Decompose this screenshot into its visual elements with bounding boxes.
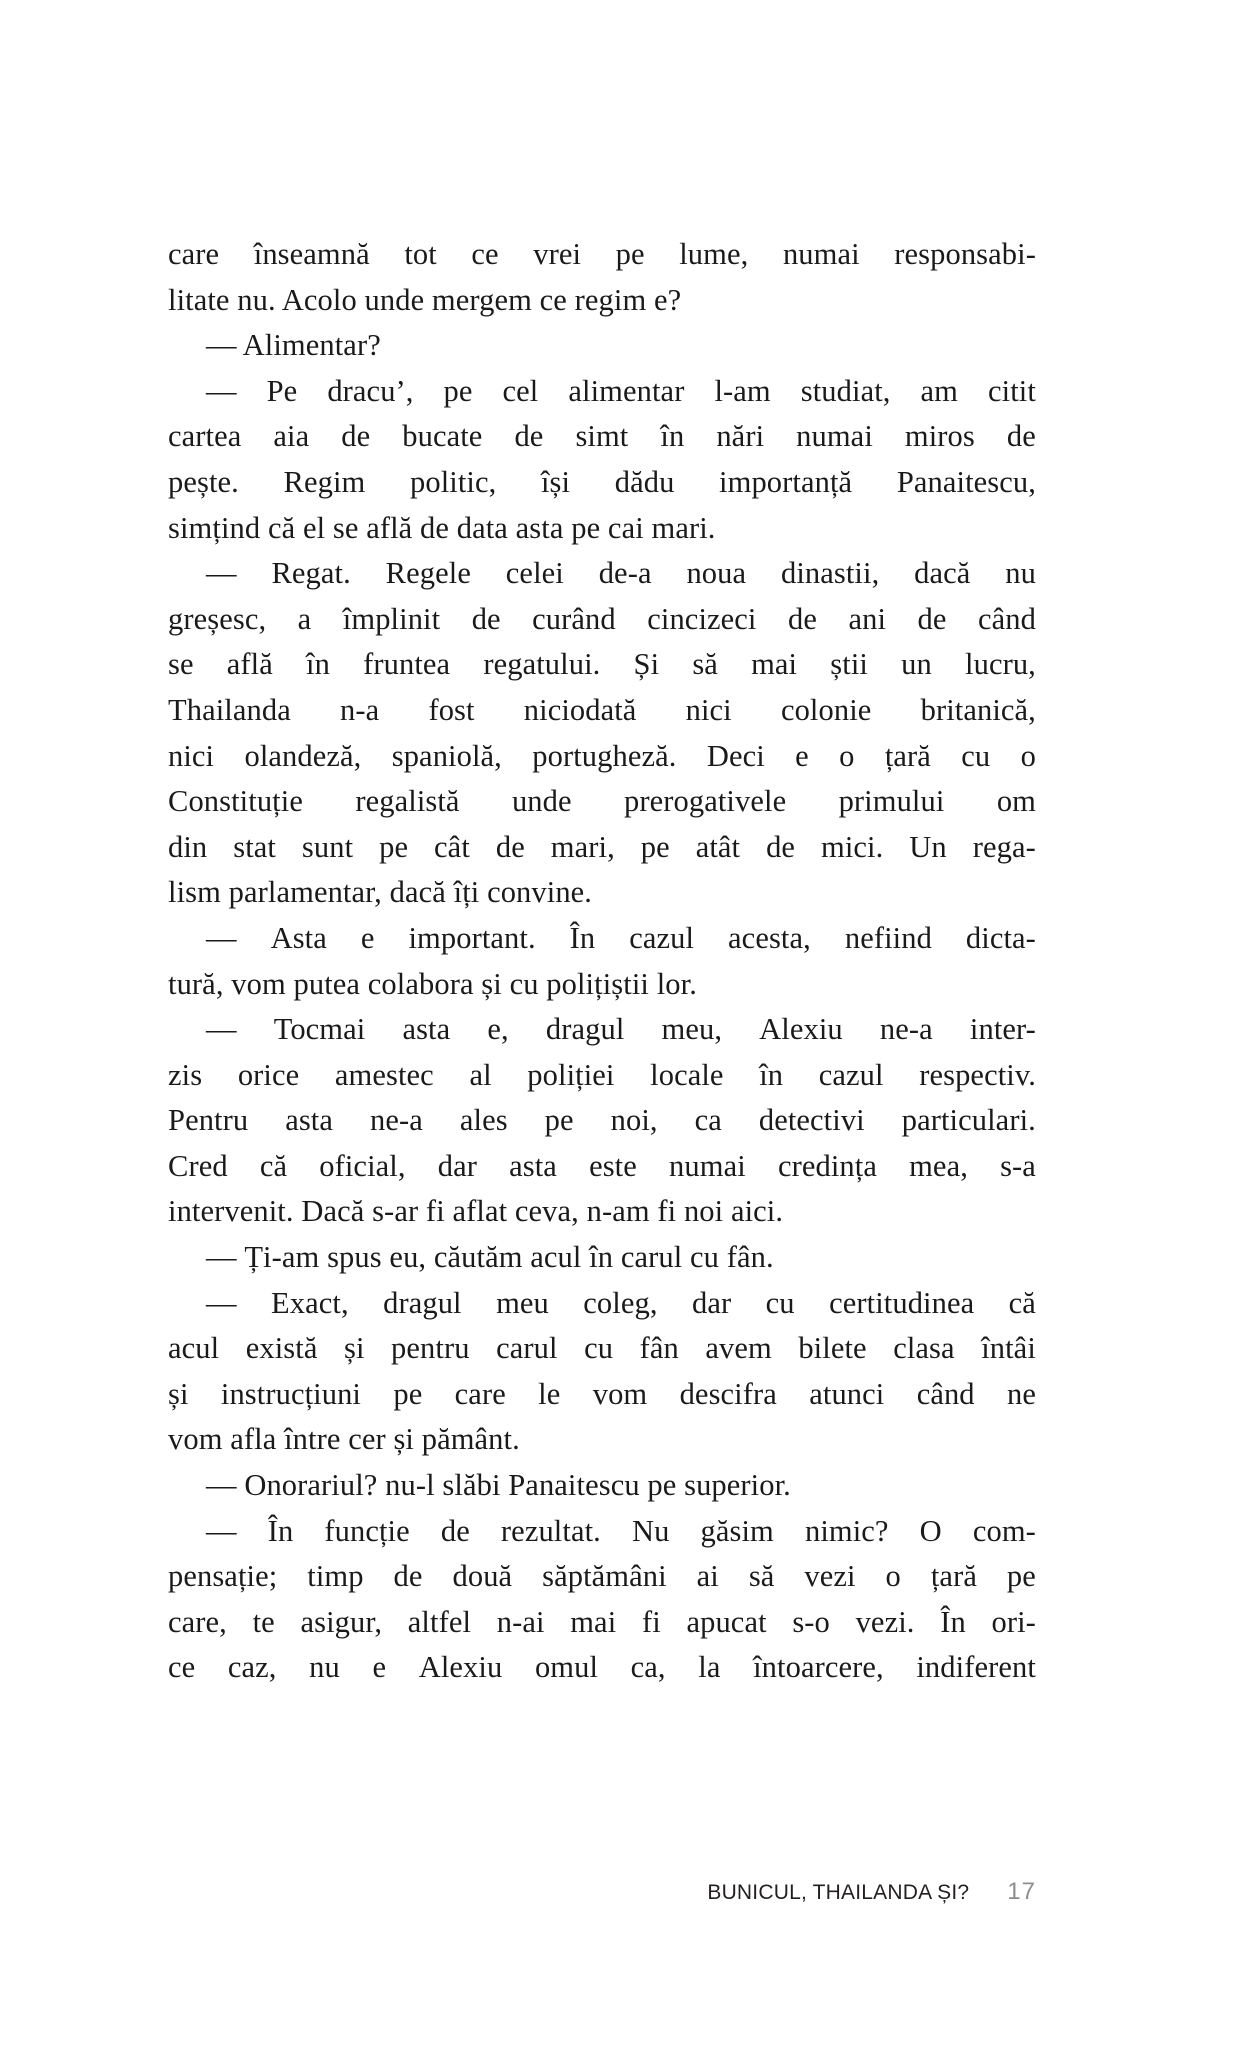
body-word: Și: [633, 647, 660, 682]
body-line: [168, 1509, 1036, 1555]
body-word: vrei: [533, 237, 582, 271]
body-word: com-: [972, 1513, 1036, 1548]
body-word: pe: [615, 237, 645, 271]
body-line: [168, 779, 1036, 825]
body-word: nefiind: [844, 920, 932, 955]
body-word: pe: [544, 1103, 574, 1138]
body-word: În: [569, 920, 596, 955]
body-line: [168, 825, 1036, 871]
body-text-block: [168, 232, 1036, 1691]
body-word: pe: [640, 829, 670, 864]
body-word: cu: [961, 738, 991, 773]
body-line: [168, 1007, 1036, 1053]
body-word: în: [759, 1057, 784, 1092]
body-word: nări: [716, 419, 765, 454]
body-word: noi,: [610, 1103, 658, 1138]
body-word: găsim: [700, 1513, 774, 1548]
body-word: caz,: [227, 1650, 277, 1685]
body-word: respectiv.: [919, 1057, 1036, 1092]
body-word: întoarcere,: [753, 1650, 884, 1685]
body-word: —: [206, 556, 237, 591]
body-word: Regele: [385, 556, 471, 591]
body-word: se: [168, 647, 194, 682]
body-word: funcție: [324, 1513, 410, 1548]
body-line: — Onorariul? nu-l slăbi Panaitescu pe superior.: [206, 1468, 791, 1503]
body-word: te: [252, 1604, 275, 1639]
body-word: care: [454, 1376, 506, 1411]
body-word: cazul: [818, 1057, 884, 1092]
body-word: Panaitescu,: [896, 464, 1036, 499]
body-word: —: [206, 1513, 237, 1548]
body-word: fi: [641, 1604, 661, 1639]
body-word: britanică,: [920, 692, 1036, 727]
body-word: Un: [909, 829, 947, 864]
body-word: ca: [694, 1103, 722, 1138]
body-word: important.: [408, 920, 536, 955]
body-line: [168, 369, 1036, 415]
body-line: [168, 1554, 1036, 1600]
body-word: aia: [273, 419, 310, 454]
body-word: de: [393, 1559, 423, 1594]
body-word: e,: [487, 1012, 509, 1047]
body-word: —: [206, 1285, 237, 1320]
body-word: oficial,: [319, 1148, 406, 1183]
body-word: numai: [796, 419, 873, 454]
body-word: credința: [777, 1148, 877, 1183]
body-word: dar: [692, 1285, 732, 1320]
body-line: litate nu. Acolo unde mergem ce regim e?: [168, 282, 682, 317]
body-word: simt: [575, 419, 629, 454]
body-word: Exact,: [271, 1285, 349, 1320]
body-word: pește.: [168, 464, 239, 499]
body-word: fruntea: [363, 647, 451, 682]
body-word: dragul: [383, 1285, 462, 1320]
body-word: e: [360, 920, 375, 955]
body-word: meu: [496, 1285, 549, 1320]
body-word: să: [748, 1559, 775, 1594]
body-word: împlinit: [342, 601, 441, 636]
body-line: [168, 597, 1036, 643]
body-word: când: [978, 601, 1036, 636]
body-word: cazul: [629, 920, 695, 955]
body-word: coleg,: [583, 1285, 658, 1320]
body-word: Regim: [283, 464, 366, 499]
body-word: niciodată: [523, 692, 637, 727]
body-word: în: [306, 647, 330, 682]
body-word: inter-: [969, 1012, 1036, 1047]
body-word: dragul: [545, 1012, 625, 1047]
body-word: a: [297, 601, 312, 636]
body-word: atunci: [809, 1376, 885, 1411]
body-line: [168, 1281, 1036, 1327]
body-word: Pentru: [168, 1103, 249, 1138]
body-word: O: [919, 1513, 942, 1548]
body-word: cu: [584, 1331, 614, 1366]
body-line: [168, 551, 1036, 597]
body-word: mai: [751, 647, 798, 682]
body-word: Alexiu: [759, 1012, 843, 1047]
body-word: de: [471, 601, 501, 636]
body-word: vom: [592, 1376, 648, 1411]
body-word: meu,: [661, 1012, 723, 1047]
body-word: Tocmai: [273, 1012, 366, 1047]
body-line: lism parlamentar, dacă îți convine.: [168, 875, 593, 910]
body-word: un: [901, 647, 932, 682]
body-word: al: [469, 1057, 492, 1092]
body-line: [168, 1053, 1036, 1099]
body-word: regalistă: [355, 784, 460, 819]
body-word: zis: [168, 1057, 203, 1092]
body-word: asigur,: [300, 1604, 383, 1639]
body-word: n-a: [340, 692, 380, 727]
body-word: dar: [437, 1148, 477, 1183]
body-word: am: [920, 373, 958, 408]
body-word: ca,: [630, 1650, 666, 1685]
body-word: ani: [848, 601, 887, 636]
body-word: asta: [402, 1012, 451, 1047]
body-word: că: [259, 1148, 288, 1183]
body-word: pensație;: [168, 1559, 278, 1594]
body-word: află: [226, 647, 273, 682]
body-word: o: [839, 738, 855, 773]
body-word: colonie: [780, 692, 872, 727]
body-word: —: [206, 920, 237, 955]
body-word: spaniolă,: [391, 738, 502, 773]
body-word: pe: [443, 373, 473, 408]
body-word: citit: [988, 373, 1036, 408]
body-word: înseamnă: [253, 237, 370, 271]
body-word: când: [916, 1376, 975, 1411]
body-word: Alexiu: [418, 1650, 503, 1685]
body-word: rega-: [972, 829, 1036, 864]
body-word: săptămâni: [542, 1559, 667, 1594]
body-line: — Ți-am spus eu, căutăm acul în carul cu fân.: [206, 1240, 774, 1275]
body-word: își: [540, 464, 571, 499]
body-word: bilete: [798, 1331, 867, 1366]
body-word: particulari.: [901, 1103, 1036, 1138]
body-word: stat: [233, 829, 276, 864]
body-word: ai: [696, 1559, 719, 1594]
body-word: unde: [511, 784, 572, 819]
body-word: și: [343, 1331, 365, 1366]
body-word: nici: [685, 692, 732, 727]
body-line: intervenit. Dacă s-ar fi aflat ceva, n-am fi noi aici.: [168, 1194, 784, 1229]
body-word: descifra: [679, 1376, 777, 1411]
body-line: [168, 1372, 1036, 1418]
body-word: alimentar: [568, 373, 685, 408]
body-word: om: [996, 784, 1036, 819]
body-word: de: [788, 601, 817, 636]
body-word: pentru: [391, 1331, 470, 1366]
body-word: curând: [532, 601, 616, 636]
body-word: dracu’,: [327, 373, 414, 408]
body-word: Thailanda: [168, 692, 291, 727]
body-word: cel: [502, 373, 539, 408]
body-word: că: [1008, 1285, 1036, 1320]
body-word: să: [692, 647, 718, 682]
body-line: [168, 1144, 1036, 1190]
body-word: țară: [930, 1559, 977, 1594]
body-word: noua: [686, 556, 747, 591]
body-word: fost: [428, 692, 475, 727]
body-word: greșesc,: [168, 601, 267, 636]
body-word: numai: [782, 237, 860, 271]
body-word: nu: [1005, 556, 1036, 591]
body-word: le: [538, 1376, 561, 1411]
body-word: detectivi: [758, 1103, 865, 1138]
body-line: [168, 688, 1036, 734]
body-word: de: [440, 1513, 470, 1548]
body-word: vezi: [804, 1559, 856, 1594]
body-word: asta: [285, 1103, 334, 1138]
body-word: cât: [434, 829, 470, 864]
body-line: — Alimentar?: [206, 328, 381, 363]
body-word: de: [1006, 419, 1036, 454]
body-word: mari,: [550, 829, 615, 864]
body-word: lucru,: [965, 647, 1036, 682]
body-word: instrucțiuni: [220, 1376, 362, 1411]
body-word: —: [206, 1012, 237, 1047]
body-word: din: [168, 829, 208, 864]
body-word: cu: [765, 1285, 795, 1320]
body-word: tot: [404, 237, 437, 271]
body-word: pe: [1006, 1559, 1036, 1594]
body-word: la: [698, 1650, 721, 1685]
body-word: Asta: [270, 920, 327, 955]
body-word: primului: [838, 784, 945, 819]
body-word: altfel: [407, 1604, 472, 1639]
body-word: în: [660, 419, 685, 454]
body-word: întâi: [981, 1331, 1036, 1366]
body-word: Nu: [631, 1513, 670, 1548]
body-word: atât: [695, 829, 741, 864]
page-footer: [168, 1878, 1036, 1906]
running-head: BUNICUL, THAILANDA ȘI?: [707, 1881, 970, 1904]
body-line: tură, vom putea colabora și cu polițiștii lor.: [168, 966, 697, 1001]
body-word: carul: [496, 1331, 558, 1366]
body-word: există: [245, 1331, 318, 1366]
body-line: [168, 232, 1036, 278]
body-word: asta: [509, 1148, 557, 1183]
body-word: pe: [393, 1376, 423, 1411]
body-word: e: [795, 738, 809, 773]
body-word: ori-: [991, 1604, 1036, 1639]
body-word: locale: [650, 1057, 724, 1092]
body-word: două: [452, 1559, 513, 1594]
body-line: [168, 1326, 1036, 1372]
body-word: clasa: [893, 1331, 955, 1366]
body-word: ales: [459, 1103, 508, 1138]
body-line: [168, 414, 1036, 460]
body-word: de: [766, 829, 796, 864]
body-word: olandeză,: [244, 738, 362, 773]
body-word: sunt: [301, 829, 354, 864]
body-word: dădu: [614, 464, 675, 499]
body-line: [168, 460, 1036, 506]
body-word: țară: [884, 738, 931, 773]
page-number: 17: [1007, 1878, 1036, 1905]
body-word: certitudinea: [829, 1285, 975, 1320]
body-word: nu: [309, 1650, 340, 1685]
body-word: Constituție: [168, 784, 303, 819]
body-word: omul: [534, 1650, 599, 1685]
body-word: pe: [379, 829, 409, 864]
body-word: cartea: [168, 419, 242, 454]
body-word: responsabi-: [894, 237, 1036, 271]
body-word: lume,: [679, 237, 749, 271]
body-word: fân: [639, 1331, 679, 1366]
body-word: dicta-: [965, 920, 1036, 955]
body-word: celei: [505, 556, 564, 591]
body-line: [168, 1645, 1036, 1691]
body-word: s-a: [1000, 1148, 1036, 1183]
body-word: Deci: [706, 738, 765, 773]
body-word: cincizeci: [647, 601, 757, 636]
body-word: politic,: [410, 464, 497, 499]
body-word: ne-a: [879, 1012, 933, 1047]
body-word: vezi.: [855, 1604, 915, 1639]
body-word: Regat.: [271, 556, 351, 591]
body-word: numai: [669, 1148, 746, 1183]
body-word: n-ai: [496, 1604, 545, 1639]
body-word: În: [267, 1513, 294, 1548]
body-word: regatului.: [483, 647, 601, 682]
body-word: este: [589, 1148, 637, 1183]
body-word: dinastii,: [780, 556, 880, 591]
body-word: mici.: [821, 829, 884, 864]
body-word: —: [206, 373, 237, 408]
body-word: ce: [471, 237, 499, 271]
body-word: care: [168, 237, 220, 271]
body-word: dacă: [914, 556, 971, 591]
body-line: [168, 642, 1036, 688]
body-word: acesta,: [728, 920, 811, 955]
body-word: portugheză.: [532, 738, 677, 773]
body-word: orice: [237, 1057, 300, 1092]
body-word: nici: [168, 738, 215, 773]
body-line: [168, 916, 1036, 962]
body-word: de: [514, 419, 544, 454]
body-line: [168, 1600, 1036, 1646]
body-word: ne: [1007, 1376, 1036, 1411]
body-line: simțind că el se află de data asta pe cai mari.: [168, 510, 716, 545]
body-word: și: [168, 1376, 189, 1411]
body-line: [168, 1098, 1036, 1144]
body-word: Pe: [266, 373, 298, 408]
body-word: acul: [168, 1331, 220, 1366]
body-word: Cred: [168, 1148, 228, 1183]
body-line: [168, 734, 1036, 780]
body-word: timp: [307, 1559, 364, 1594]
body-word: de-a: [598, 556, 652, 591]
body-word: o: [1020, 738, 1036, 773]
body-word: ne-a: [370, 1103, 423, 1138]
body-word: studiat,: [800, 373, 891, 408]
body-word: de: [917, 601, 947, 636]
body-word: nimic?: [804, 1513, 889, 1548]
body-line: vom afla între cer și pământ.: [168, 1422, 520, 1457]
body-word: prerogativele: [624, 784, 787, 819]
body-word: știi: [830, 647, 868, 682]
body-word: ce: [168, 1650, 196, 1685]
body-word: În: [940, 1604, 966, 1639]
body-word: importanță: [719, 464, 853, 499]
body-word: mea,: [909, 1148, 968, 1183]
body-word: indiferent: [916, 1650, 1036, 1685]
body-word: amestec: [334, 1057, 434, 1092]
body-word: mai: [570, 1604, 617, 1639]
body-word: l-am: [714, 373, 771, 408]
body-word: de: [341, 419, 371, 454]
body-word: e: [372, 1650, 387, 1685]
body-word: s-o: [792, 1604, 830, 1639]
body-word: poliției: [527, 1057, 615, 1092]
body-word: avem: [705, 1331, 772, 1366]
body-word: de: [495, 829, 525, 864]
body-word: o: [885, 1559, 901, 1594]
body-word: care,: [168, 1604, 227, 1639]
body-word: bucate: [402, 419, 483, 454]
body-word: apucat: [686, 1604, 767, 1639]
body-word: rezultat.: [500, 1513, 601, 1548]
body-word: miros: [904, 419, 975, 454]
